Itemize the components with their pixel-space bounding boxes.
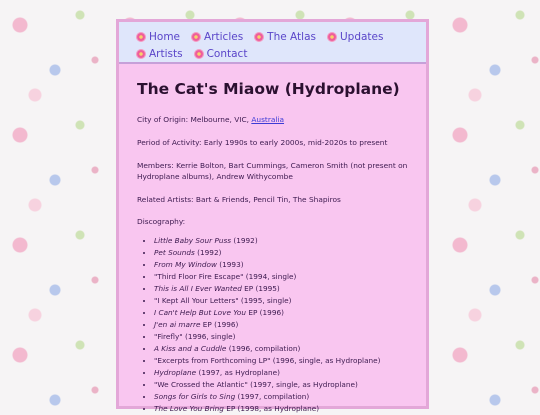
list-item [154,367,416,379]
release-note: EP (1998, as Hydroplane) [223,404,320,413]
list-item [154,391,416,403]
nav-articles[interactable] [192,31,243,43]
nav-bar [119,22,426,64]
nav-row-1 [137,28,418,45]
release-note: (1995, single) [238,296,292,305]
list-item [154,343,416,355]
list-item [154,271,416,283]
release-note: (1996, compilation) [226,344,301,353]
release-note: EP (1996) [246,308,284,317]
nav-artists[interactable] [137,48,183,60]
related-value: Bart & Friends, Pencil Tin, The Shapiros [195,195,341,204]
flower-icon [328,33,336,41]
nav-contact-label: Contact [206,47,248,60]
release-title: Little Baby Sour Puss [154,236,232,245]
nav-home-label: Home [149,30,181,43]
release-title: "We Crossed the Atlantic" [154,380,248,389]
release-note: (1992) [194,248,222,257]
discography-heading: Discography: [137,217,186,226]
list-item [154,283,416,295]
list-item [154,295,416,307]
release-title: Pet Sounds [154,248,195,257]
related-line [137,194,416,205]
release-note: (1996, single, as Hydroplane) [270,356,381,365]
members-label: Members: [137,161,174,170]
flower-icon [192,33,200,41]
release-note: (1997, as Hydroplane) [196,368,280,377]
list-item [154,319,416,331]
release-note: EP (1996) [200,320,239,329]
list-item [154,307,416,319]
release-title: A Kiss and a Cuddle [154,344,227,353]
release-note: (1993) [216,260,244,269]
list-item [154,247,416,259]
list-item [154,355,416,367]
flower-icon [195,50,203,58]
release-title: The Love You Bring [154,404,224,413]
nav-contact[interactable] [195,48,248,60]
release-title: This is All I Ever Wanted [154,284,242,293]
release-note: (1996, single) [182,332,236,341]
australia-link[interactable]: Australia [251,115,285,124]
nav-atlas[interactable] [255,31,316,43]
members-line [137,160,416,182]
nav-atlas-label: The Atlas [267,30,316,43]
origin-line [137,114,416,125]
page-title: The Cat's Miaow (Hydroplane) [137,80,400,98]
list-item [154,235,416,247]
release-note: (1997, compilation) [235,392,310,401]
period-value: Early 1990s to early 2000s, mid-2020s to present [203,138,388,147]
release-title: "Excerpts from Forthcoming LP" [154,356,271,365]
period-label: Period of Activity: [137,138,202,147]
release-title: Hydroplane [154,368,197,377]
release-title: Songs for Girls to Sing [154,392,236,401]
release-title: "I Kept All Your Letters" [154,296,239,305]
list-item [154,331,416,343]
main-content [119,64,426,415]
flower-icon [255,33,263,41]
release-title: "Firefly" [154,332,183,341]
release-note: EP (1995) [241,284,280,293]
members-value: Kerrie Bolton, Bart Cummings, Cameron Smith (not present on Hydroplane albums), Andrew Withycombe [137,161,408,181]
flower-icon [137,50,145,58]
nav-articles-label: Articles [204,30,244,43]
release-note: (1992) [231,236,258,245]
release-title: "Third Floor Fire Escape" [154,272,244,281]
flower-icon [137,33,145,41]
nav-updates-label: Updates [339,30,384,43]
list-item [154,259,416,271]
nav-row-2 [137,45,418,62]
page-frame [116,19,429,413]
release-note: (1994, single) [243,272,297,281]
period-line [137,137,416,148]
nav-artists-label: Artists [149,47,183,60]
related-label: Related Artists: [137,195,194,204]
origin-value: Melbourne, VIC, [190,115,249,124]
release-title: From My Window [154,260,217,269]
release-note: (1997, single, as Hydroplane) [247,380,358,389]
nav-home[interactable] [137,31,180,43]
origin-label: City of Origin: [137,115,189,124]
list-item [154,379,416,391]
nav-updates[interactable] [328,31,384,43]
discography-list [137,235,416,415]
release-title: J'en ai marre [154,320,201,329]
release-title: I Can't Help But Love You [154,308,247,317]
